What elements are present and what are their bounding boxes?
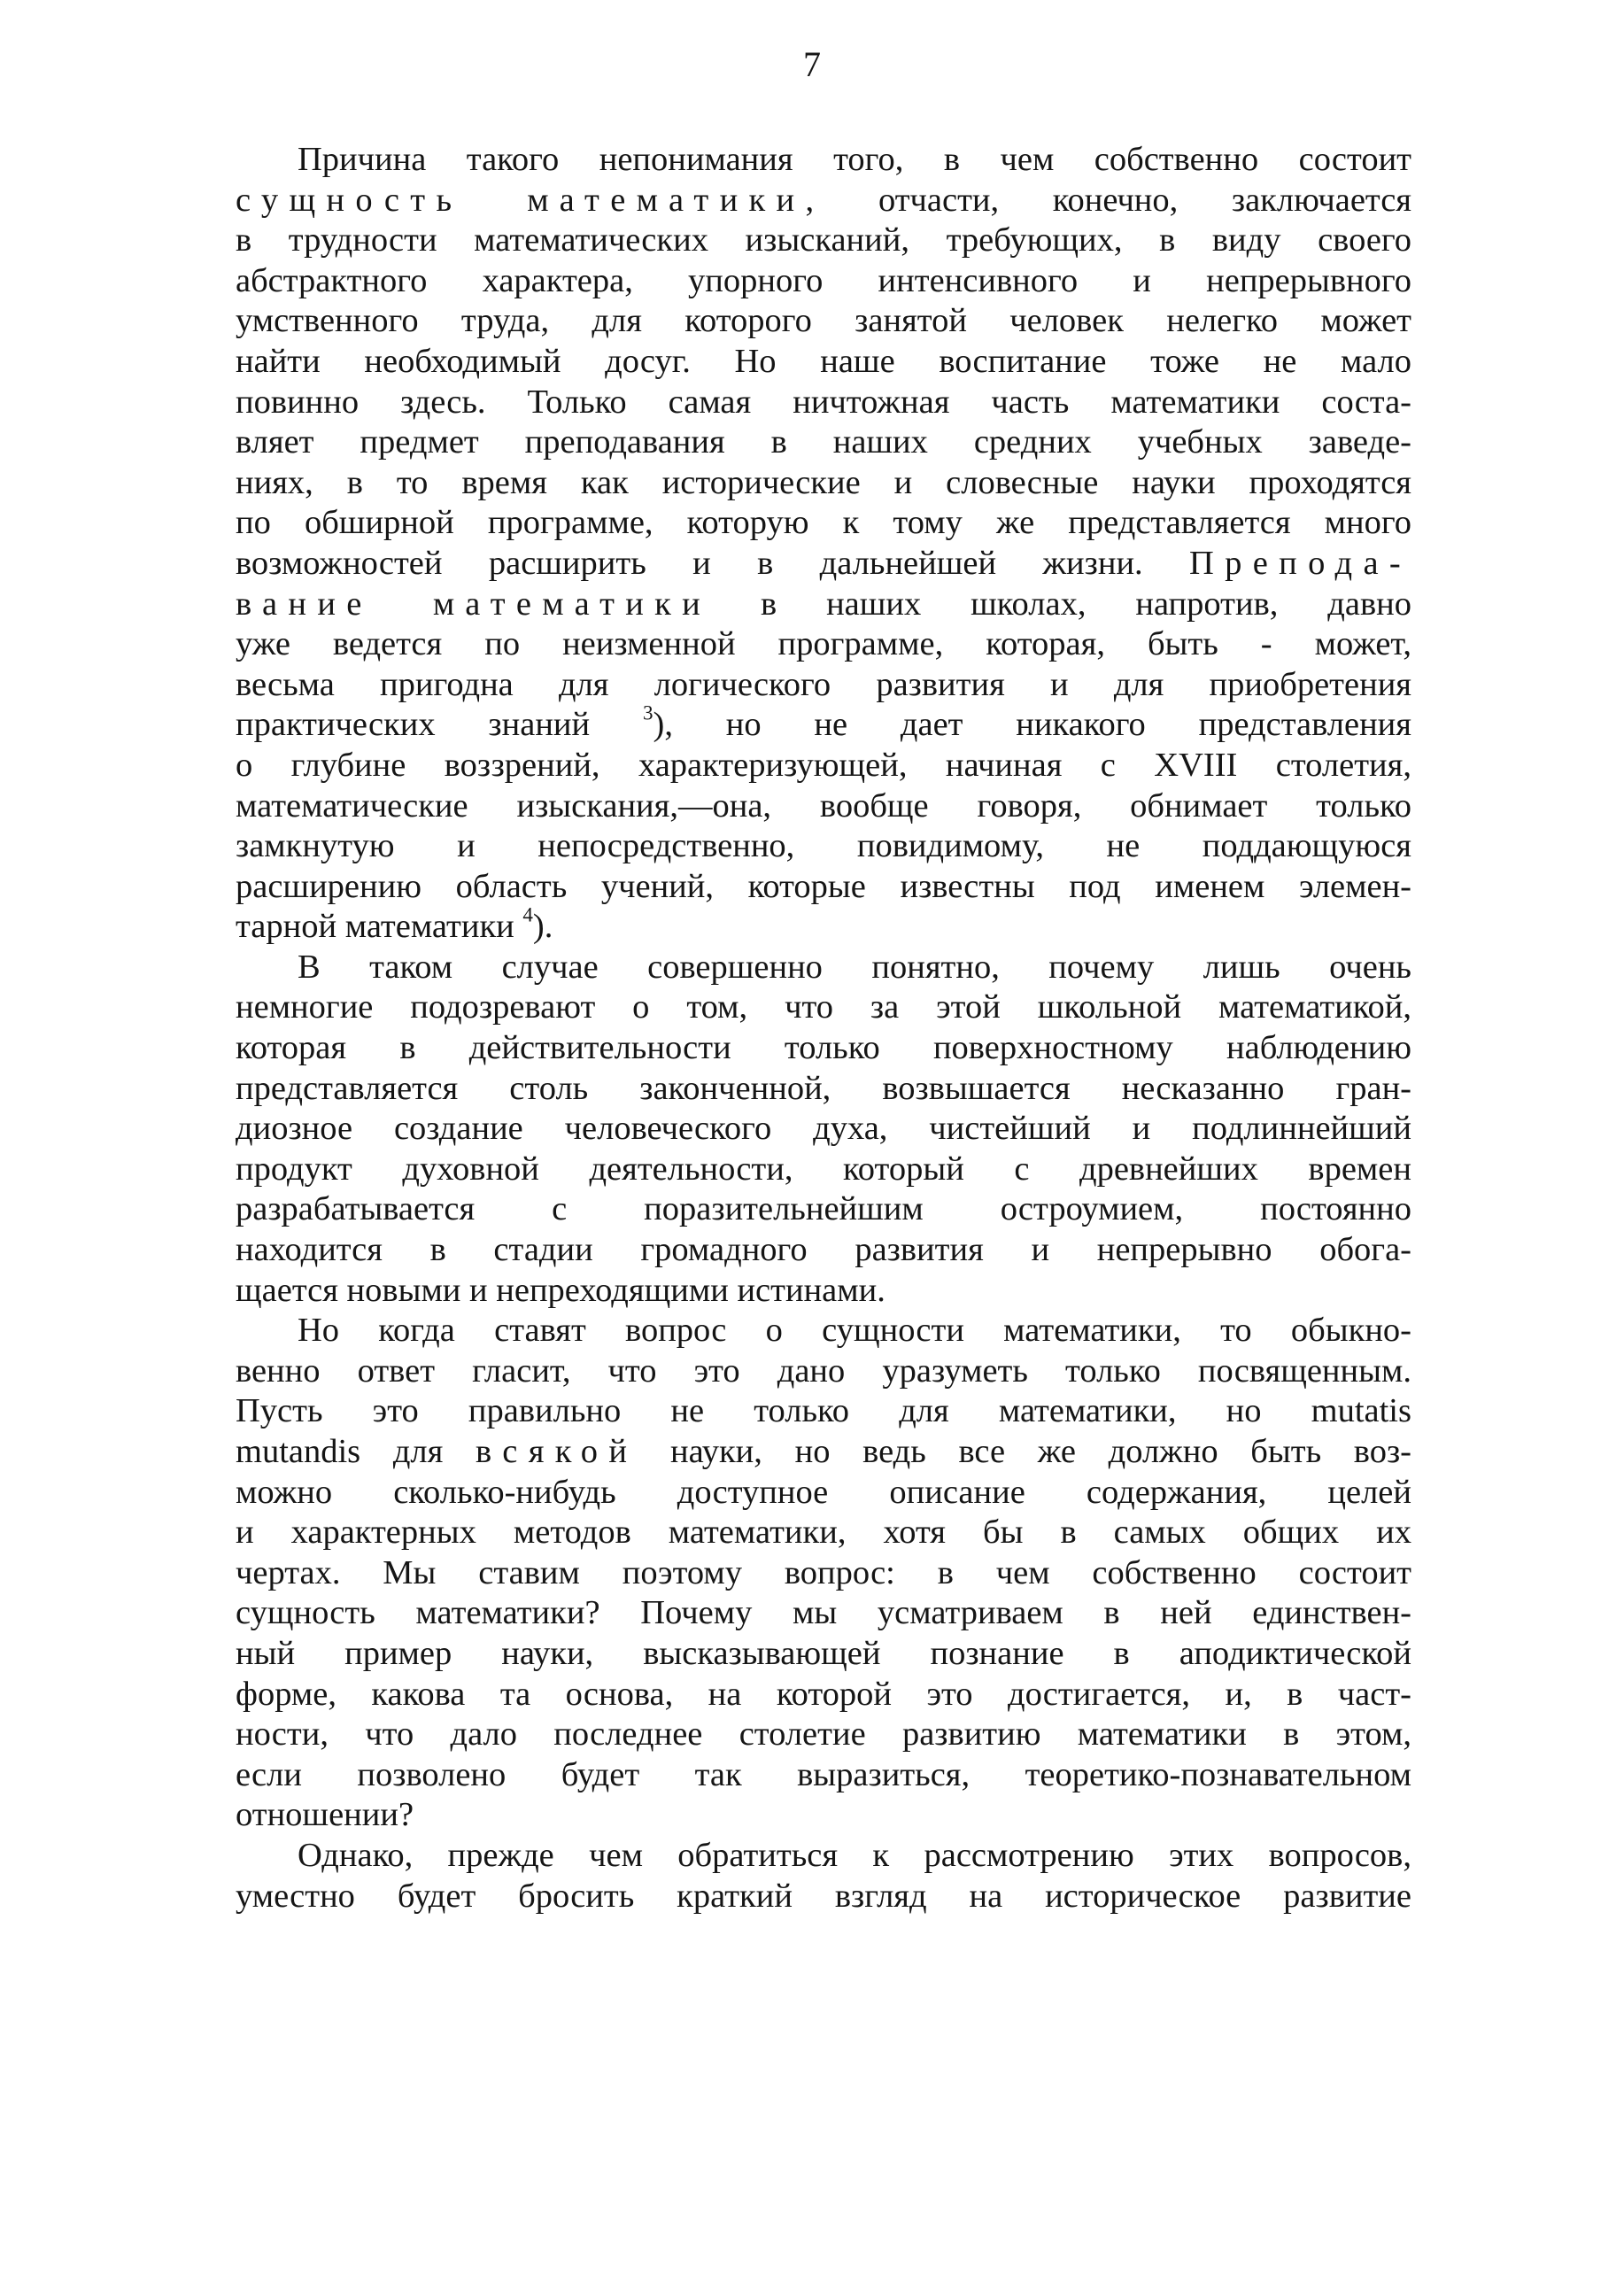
text-run: по обширной программе, которую к тому же представляется много (236, 504, 1411, 542)
text-line (236, 140, 1411, 181)
text-line (236, 544, 1411, 585)
text-line (236, 1189, 1411, 1230)
text-line (236, 705, 1411, 746)
paragraph (236, 1836, 1411, 1916)
footnote-ref: 3 (642, 705, 653, 724)
page-number: 7 (803, 44, 821, 84)
text-line (236, 1150, 1411, 1190)
text-line (236, 1795, 1411, 1836)
text-line (236, 383, 1411, 423)
text-run: находится в стадии громадного развития и непрерывно обога- (236, 1231, 1411, 1269)
text-line (236, 665, 1411, 706)
text-run: разрабатывается с поразительнейшим остроумием, постоянно (236, 1190, 1411, 1228)
text-run: ности, что дало последнее столетие развитию математики в этом, (236, 1715, 1411, 1754)
text-run: венно ответ гласит, что это дано уразуметь только посвященным. (236, 1351, 1411, 1390)
body-text (236, 140, 1411, 1916)
text-line (236, 1311, 1411, 1351)
text-line (236, 1513, 1411, 1553)
text-run: чертах. Мы ставим поэтому вопрос: в чем собственно состоит (236, 1553, 1411, 1591)
text-run: вляет предмет преподавания в наших средних учебных заведе- (236, 423, 1411, 461)
text-run: тарной математики (236, 908, 523, 946)
text-run: Однако, прежде чем обратиться к рассмотрению этих вопросов, (298, 1836, 1411, 1874)
text-line (236, 1877, 1411, 1917)
text-run: найти необходимый досуг. Но наше воспитание тоже не мало (236, 342, 1411, 380)
text-run: науки, но ведь все же должно быть воз- (638, 1433, 1411, 1470)
text-run: абстрактного характера, упорного интенсивного и непрерывного (236, 261, 1411, 299)
text-line (236, 786, 1411, 827)
text-line (236, 221, 1411, 261)
paragraph (236, 140, 1411, 948)
text-line (236, 1391, 1411, 1432)
text-run: отношении? (236, 1796, 414, 1834)
text-line (236, 1473, 1411, 1514)
text-run: В таком случае совершенно понятно, почему лишь очень (298, 948, 1411, 986)
text-run: Пусть это правильно не только для математики, но mutatis (236, 1392, 1411, 1430)
text-line (236, 826, 1411, 867)
text-run: Причина такого непонимания того, в чем собственно состоит (298, 141, 1411, 178)
text-line (236, 261, 1411, 302)
text-line (236, 301, 1411, 342)
text-line (236, 1351, 1411, 1392)
text-line (236, 1109, 1411, 1150)
text-run: уместно будет бросить краткий взгляд на историческое развитие (236, 1877, 1411, 1915)
text-run: в наших школах, напротив, давно (711, 585, 1411, 623)
paragraph (236, 948, 1411, 1311)
text-line (236, 1069, 1411, 1110)
text-line (236, 1593, 1411, 1634)
spaced-emphasis: сущность математики, (236, 181, 825, 219)
text-run: расширению область учений, которые известны под именем элемен- (236, 867, 1411, 905)
text-run: форме, какова та основа, на которой это достигается, и, в част- (236, 1675, 1411, 1713)
text-run: замкнутую и непосредственно, повидимому, не поддающуюся (236, 827, 1411, 865)
text-line (236, 1836, 1411, 1877)
text-line (236, 1432, 1411, 1473)
text-line (236, 1553, 1411, 1594)
text-line (236, 867, 1411, 908)
text-line (236, 1675, 1411, 1715)
text-run: математические изыскания,—она, вообще говоря, обнимает только (236, 786, 1411, 825)
spaced-emphasis: вание математики (236, 585, 712, 623)
text-run: mutandis для (236, 1433, 476, 1470)
text-run: ниях, в то время как исторические и словесные науки проходятся (236, 463, 1411, 501)
text-line (236, 987, 1411, 1028)
text-run: немногие подозревают о том, что за этой школьной математикой, (236, 988, 1411, 1026)
text-run: щается новыми и непреходящими истинами. (236, 1271, 885, 1309)
spaced-emphasis: всякой (476, 1433, 638, 1470)
text-line (236, 503, 1411, 544)
text-run: и характерных методов математики, хотя бы в самых общих их (236, 1514, 1411, 1552)
text-run: повинно здесь. Только самая ничтожная часть математики соста- (236, 383, 1411, 421)
text-run: умственного труда, для которого занятой человек нелегко может (236, 302, 1411, 340)
text-run: практических знаний (236, 706, 643, 744)
text-run: о глубине воззрений, характеризующей, начиная с XVIII столетия, (236, 746, 1411, 784)
paragraph (236, 1311, 1411, 1836)
text-line (236, 948, 1411, 988)
text-line (236, 463, 1411, 504)
text-line (236, 746, 1411, 786)
text-line (236, 907, 1411, 948)
text-run: ), но не дает никакого представления (653, 706, 1411, 744)
text-run: можно сколько-нибудь доступное описание содержания, целей (236, 1473, 1411, 1511)
text-line (236, 1028, 1411, 1069)
text-run: ный пример науки, высказывающей познание в аподиктической (236, 1634, 1411, 1672)
text-line (236, 624, 1411, 665)
text-line (236, 1634, 1411, 1675)
text-run: весьма пригодна для логического развития и для приобретения (236, 665, 1411, 703)
text-run: если позволено будет так выразиться, теоретико-познавательном (236, 1755, 1411, 1793)
text-run: представляется столь законченной, возвышается несказанно гран- (236, 1069, 1411, 1107)
text-run: уже ведется по неизменной программе, которая, быть - может, (236, 625, 1411, 663)
text-run: возможностей расширить и в дальнейшей жизни. (236, 544, 1190, 582)
text-run: продукт духовной деятельности, который с древнейших времен (236, 1150, 1411, 1188)
text-run: которая в действительности только поверхностному наблюдению (236, 1029, 1411, 1067)
text-line (236, 422, 1411, 463)
text-run: ). (532, 908, 553, 946)
text-line (236, 1755, 1411, 1796)
text-line (236, 181, 1411, 221)
text-run: диозное создание человеческого духа, чистейший и подлиннейший (236, 1110, 1411, 1148)
text-line (236, 342, 1411, 383)
text-run: сущность математики? Почему мы усматриваем в ней единствен- (236, 1594, 1411, 1632)
spaced-emphasis: Препода- (1189, 544, 1411, 582)
text-run: в трудности математических изысканий, требующих, в виду своего (236, 221, 1411, 259)
text-line (236, 1271, 1411, 1312)
footnote-ref: 4 (522, 907, 533, 926)
text-run: отчасти, конечно, заключается (824, 181, 1411, 219)
text-line (236, 1230, 1411, 1271)
text-run: Но когда ставят вопрос о сущности математики, то обыкно- (298, 1312, 1411, 1350)
text-line (236, 585, 1411, 625)
text-line (236, 1715, 1411, 1755)
